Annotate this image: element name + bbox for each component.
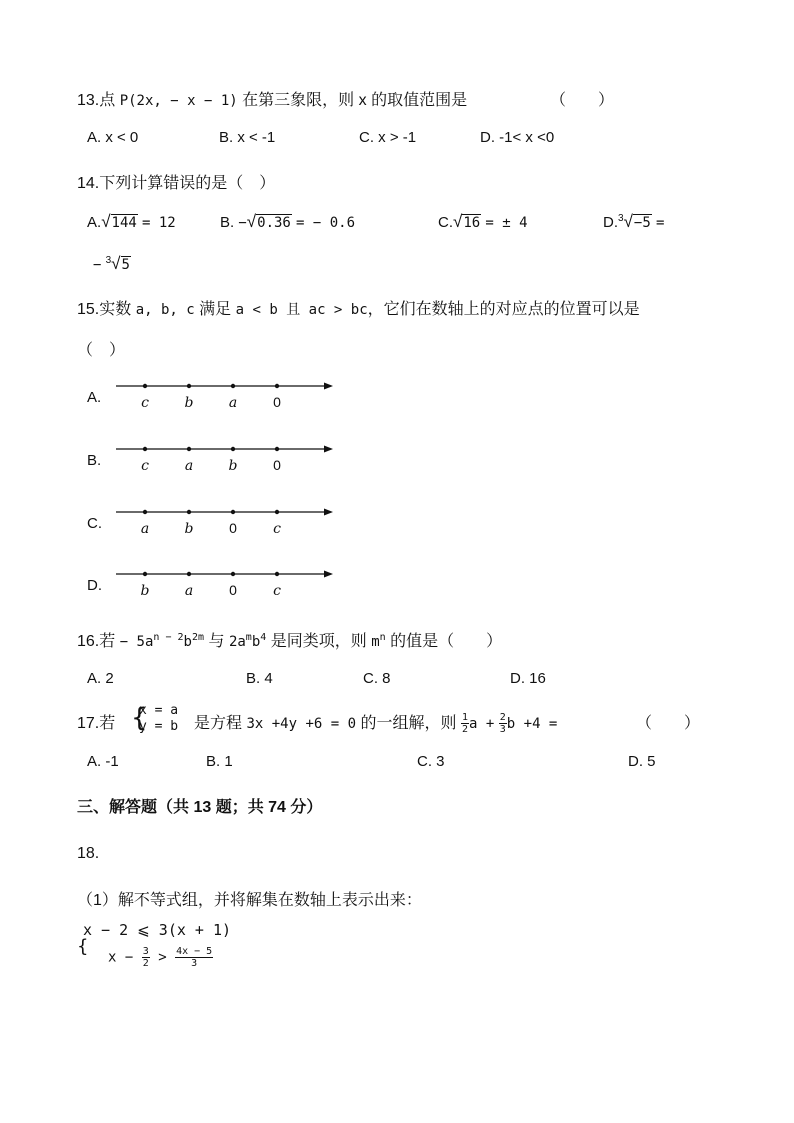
cube-root-icon: √ bbox=[623, 212, 633, 231]
q17-answer-paren: （ ） bbox=[636, 715, 701, 732]
q15-condition: a < b 且 ac > bc bbox=[235, 302, 368, 318]
q18-ineq2-prefix: x − bbox=[108, 949, 134, 966]
q14-b-result: = − 0.6 bbox=[296, 215, 356, 231]
q18-number: 18. bbox=[77, 845, 100, 862]
q14-d-radicand: −5 bbox=[633, 215, 651, 231]
q15-text1: 满足 bbox=[199, 301, 232, 318]
q17-option-c: C. 3 bbox=[417, 753, 445, 770]
number-line-point bbox=[187, 510, 191, 514]
number-line-point bbox=[231, 384, 235, 388]
q16-option-b: B. 4 bbox=[246, 670, 273, 687]
number-line-point-label: c bbox=[141, 458, 149, 474]
q17-option-a: A. -1 bbox=[87, 753, 119, 770]
q14-c-radicand: 16 bbox=[463, 215, 481, 231]
q14-b-radicand: 0.36 bbox=[257, 215, 291, 231]
q18-frac-right: $\frac{4x - 5}{3}$ bbox=[176, 946, 213, 969]
q14-d-minus: − bbox=[93, 257, 102, 273]
q13-text: 在第三象限，则 x 的取值范围是 bbox=[242, 92, 468, 109]
number-line-point bbox=[187, 384, 191, 388]
q14-a-radicand: 144 bbox=[111, 215, 137, 231]
q15-option-a-label: A. bbox=[87, 389, 102, 406]
sqrt-icon: √ bbox=[246, 212, 257, 231]
q13-option-c: C. x > -1 bbox=[359, 129, 417, 146]
q15-number: 15.实数 bbox=[77, 301, 132, 318]
number-line-point-label: c bbox=[273, 583, 281, 599]
q13-option-d: D. -1< x <0 bbox=[480, 129, 555, 146]
number-line-point bbox=[275, 572, 279, 576]
q16-text: 是同类项，则 bbox=[270, 633, 367, 650]
q18-frac-left: $\frac{3}{2}$ bbox=[142, 946, 149, 969]
q17-expr-b: b +4 = bbox=[506, 716, 558, 732]
q17-eq2: y = b bbox=[139, 719, 179, 734]
number-line-point-label: a bbox=[184, 458, 194, 474]
q16-and: 与 bbox=[208, 633, 225, 650]
sqrt-icon: √ bbox=[101, 212, 111, 231]
q14-d-equals: = bbox=[655, 215, 665, 231]
number-line-point-label: b bbox=[184, 395, 194, 411]
q15-text2: ，它们在数轴上的对应点的位置可以是 bbox=[367, 301, 640, 318]
number-line-point-label: a bbox=[140, 521, 150, 537]
q16-term2: $2a^mb^4$ bbox=[228, 632, 267, 650]
q13-answer-paren: （ ） bbox=[550, 92, 615, 109]
number-line-point bbox=[275, 447, 279, 451]
number-line-point bbox=[143, 572, 147, 576]
number-line-point-label: 0 bbox=[229, 520, 237, 536]
q14-stem: 14.下列计算错误的是（ ） bbox=[77, 175, 276, 192]
q17-stem bbox=[194, 710, 557, 735]
arrow-right-icon bbox=[324, 383, 333, 390]
number-line-point-label: b bbox=[140, 583, 150, 599]
number-line-point bbox=[143, 447, 147, 451]
number-line-point-label: a bbox=[184, 583, 194, 599]
q14-d-label: D. bbox=[603, 214, 618, 231]
number-line-point bbox=[231, 572, 235, 576]
q17-text1: 是方程 bbox=[194, 715, 243, 732]
number-line-point bbox=[231, 510, 235, 514]
cube-root-icon: √ bbox=[111, 254, 121, 273]
number-line-point-label: a bbox=[228, 395, 238, 411]
q13-expr: P(2x, − x − 1) bbox=[119, 93, 238, 109]
number-line-point-label: 0 bbox=[273, 457, 281, 473]
number-line-point-label: b bbox=[184, 521, 194, 537]
left-brace-icon: { bbox=[77, 936, 89, 957]
q14-a-result: = 12 bbox=[142, 215, 176, 231]
q16-stem bbox=[77, 628, 502, 651]
q17-option-b: B. 1 bbox=[206, 753, 233, 770]
q18-inequality-1: x − 2 ⩽ 3(x + 1) bbox=[83, 921, 232, 939]
q17-system bbox=[139, 703, 178, 735]
q15-answer-paren: （ ） bbox=[77, 342, 126, 359]
q16-option-a: A. 2 bbox=[87, 670, 114, 687]
number-line-point bbox=[231, 447, 235, 451]
q15-option-b-label: B. bbox=[87, 452, 102, 469]
q14-a-label: A. bbox=[87, 214, 102, 231]
q17-expr-a: a + bbox=[469, 716, 495, 732]
q15-option-c-label: C. bbox=[87, 515, 102, 532]
q16-tail: 的值是（ ） bbox=[390, 633, 503, 650]
q14-d2-root-index: 3 bbox=[105, 255, 112, 266]
q17-equation: 3x +4y +6 = 0 bbox=[246, 716, 357, 732]
number-line-point bbox=[187, 447, 191, 451]
q13-option-a: A. x < 0 bbox=[87, 129, 139, 146]
q14-b-label: B. bbox=[220, 214, 235, 231]
q14-b-minus: − bbox=[238, 215, 247, 231]
q13-number: 13.点 bbox=[77, 92, 116, 109]
section-heading: 三、解答题（共 13 题；共 74 分） bbox=[77, 799, 323, 816]
q17-option-d: D. 5 bbox=[628, 753, 656, 770]
q17-number: 17.若 bbox=[77, 715, 116, 732]
left-brace-icon: { bbox=[131, 703, 148, 733]
q18-inequality-2 bbox=[108, 946, 213, 969]
q16-m-power-n: $m^n$ bbox=[371, 632, 386, 650]
q17-text2: 的一组解，则 bbox=[360, 715, 457, 732]
arrow-right-icon bbox=[324, 571, 333, 578]
q17-frac2: $\frac{2}{3}$ bbox=[499, 712, 506, 736]
number-line-point bbox=[275, 384, 279, 388]
q15-option-d-label: D. bbox=[87, 577, 102, 594]
arrow-right-icon bbox=[324, 509, 333, 516]
number-line-point bbox=[187, 572, 191, 576]
number-line-point-label: c bbox=[273, 521, 281, 537]
arrow-right-icon bbox=[324, 446, 333, 453]
number-line-point-label: c bbox=[141, 395, 149, 411]
q16-number: 16.若 bbox=[77, 633, 116, 650]
number-line-point-label: 0 bbox=[229, 582, 237, 598]
number-line-point bbox=[143, 384, 147, 388]
q15-vars: a, b, c bbox=[135, 302, 195, 318]
q14-c-result: = ± 4 bbox=[485, 215, 528, 231]
q14-c-label: C. bbox=[438, 214, 453, 231]
q16-option-d: D. 16 bbox=[510, 670, 546, 687]
number-line-point bbox=[275, 510, 279, 514]
q13-option-b: B. x < -1 bbox=[219, 129, 276, 146]
number-line-point bbox=[143, 510, 147, 514]
q14-d-root-index: 3 bbox=[618, 213, 624, 224]
number-line-point-label: b bbox=[228, 458, 238, 474]
q17-eq1: x = a bbox=[139, 703, 179, 718]
q16-term1: − $5a^{n - 2}b^{2m}$ bbox=[119, 632, 205, 650]
number-line-point-label: 0 bbox=[273, 394, 281, 410]
sqrt-icon: √ bbox=[453, 212, 463, 231]
q16-option-c: C. 8 bbox=[363, 670, 391, 687]
q14-d2-radicand: 5 bbox=[121, 257, 130, 273]
q18-part1: （1）解不等式组，并将解集在数轴上表示出来： bbox=[77, 892, 422, 909]
q17-frac1: $\frac{1}{2}$ bbox=[461, 712, 468, 736]
q18-gt: > bbox=[158, 949, 167, 966]
